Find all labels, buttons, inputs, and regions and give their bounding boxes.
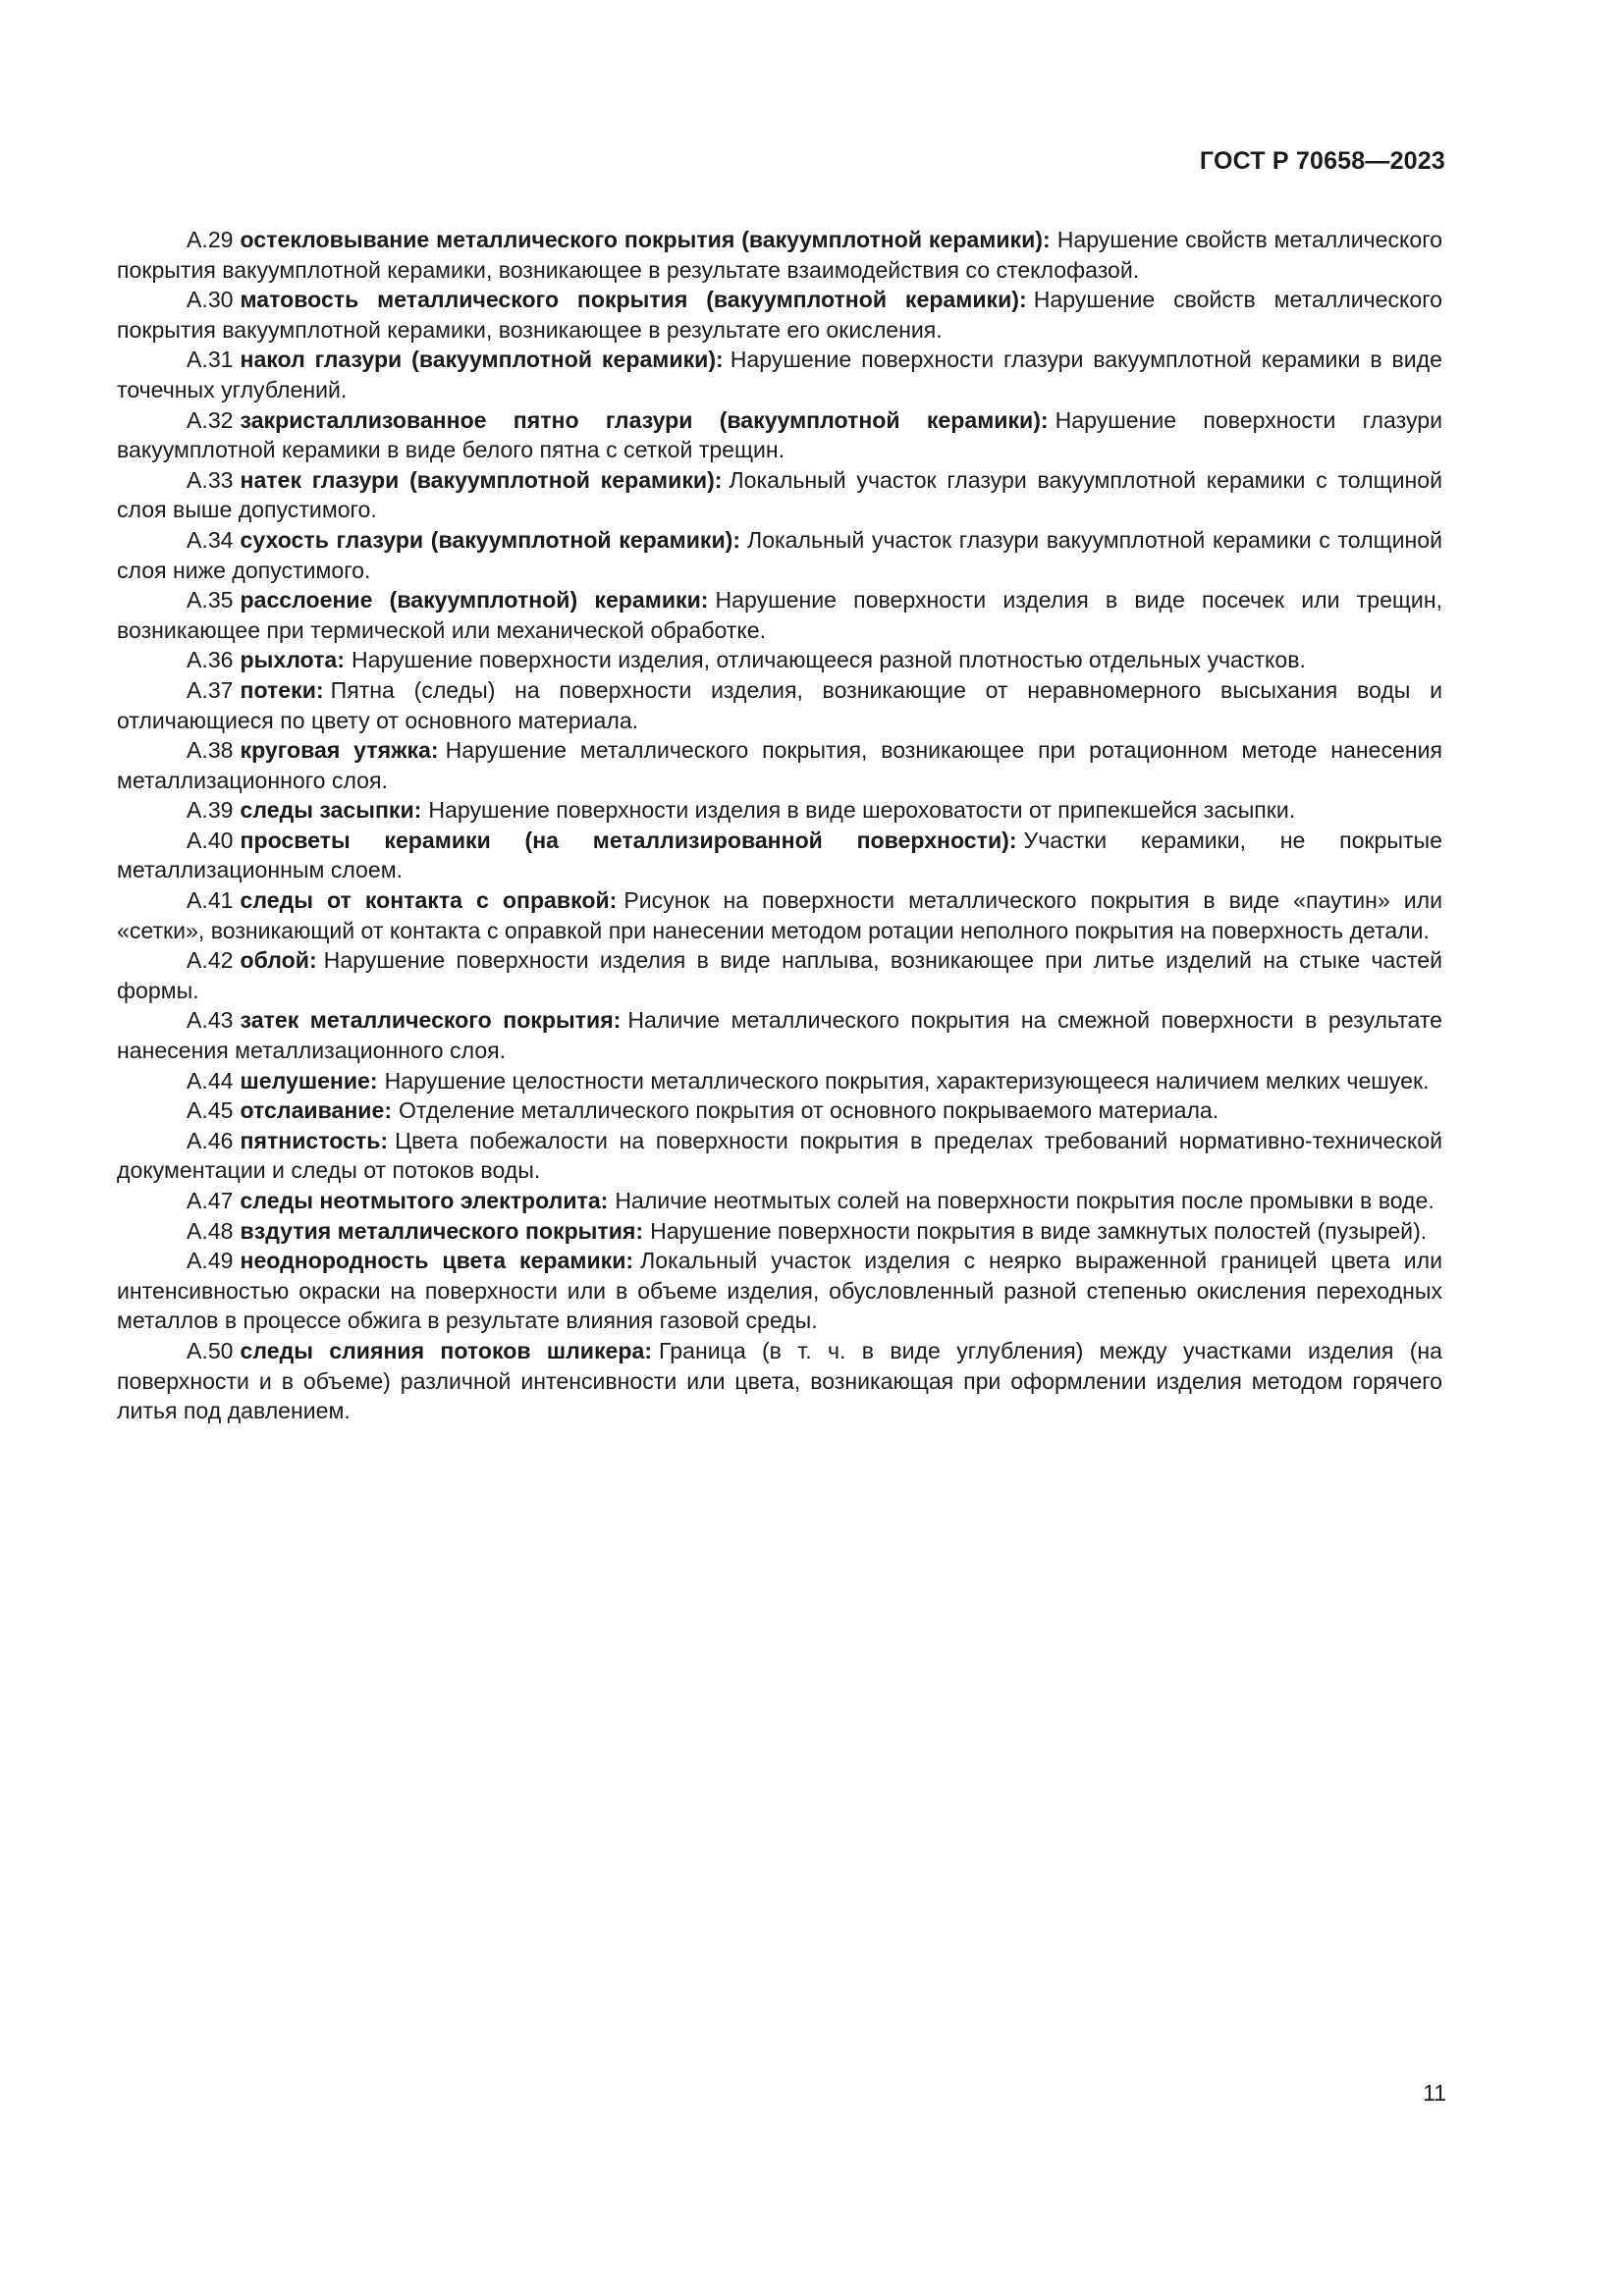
entry-definition: Нарушение поверхности глазури вакуумплотной керамики в виде белого пятна с сеткой трещин.	[117, 406, 1442, 463]
entry-number: А.44	[187, 1067, 234, 1094]
entry-definition: Локальный участок глазури вакуумплотной керамики с толщиной слоя выше допустимого.	[117, 466, 1442, 523]
entry-term: матовость металлического покрытия (вакуумплотной керамики):	[240, 287, 1027, 313]
definition-entry	[117, 885, 1442, 945]
entry-definition: Нарушение поверхности изделия, отличающееся разной плотностью отдельных участков.	[351, 647, 1306, 673]
entry-definition: Нарушение металлического покрытия, возникающее при ротационном методе нанесения металлизационного слоя.	[117, 737, 1442, 793]
entry-term: сухость глазури (вакуумплотной керамики):	[240, 526, 741, 553]
entry-term: облой:	[240, 947, 317, 974]
definition-entry	[117, 795, 1442, 826]
entry-term: расслоение (вакуумплотной) керамики:	[240, 587, 709, 614]
entry-definition: Граница (в т. ч. в виде углубления) между участками изделия (на поверхности и в объеме) различной интенсивности или цвета, возникающая при оформлении изделия методом горячего литья под давлением.	[117, 1337, 1443, 1424]
entry-number: А.42	[187, 947, 234, 974]
entry-term: остекловывание металлического покрытия (вакуумплотной керамики):	[240, 227, 1051, 252]
entry-definition: Отделение металлического покрытия от основного покрываемого материала.	[399, 1097, 1219, 1124]
entry-number: А.30	[187, 287, 234, 313]
definition-entry	[117, 405, 1442, 465]
entry-term: затек металлического покрытия:	[240, 1007, 622, 1034]
entry-number: А.49	[187, 1248, 234, 1274]
definition-entry	[117, 225, 1442, 285]
entry-number: А.48	[187, 1217, 234, 1244]
entry-number: А.50	[187, 1337, 234, 1363]
entry-term: круговая утяжка:	[240, 737, 439, 764]
entry-number: А.37	[187, 676, 234, 703]
entry-number: А.35	[187, 587, 234, 614]
entry-definition: Нарушение поверхности изделия в виде наплыва, возникающее при литье изделий на стыке частей формы.	[117, 947, 1442, 1003]
definition-entry	[117, 1066, 1442, 1096]
entry-term: пятнистость:	[240, 1127, 389, 1153]
entry-term: натек глазури (вакуумплотной керамики):	[240, 466, 723, 493]
entry-term: следы от контакта с оправкой:	[240, 887, 618, 914]
definition-entry	[117, 345, 1442, 404]
entry-definition: Рисунок на поверхности металлического покрытия в виде «паутин» или «сетки», возникающий от контакта с оправкой при нанесении методом ротации неполного покрытия на поверхность детали.	[117, 887, 1442, 943]
entry-number: А.39	[187, 797, 234, 824]
definition-entry	[117, 285, 1442, 345]
entry-term: вздутия металлического покрытия:	[240, 1217, 644, 1244]
entry-number: А.45	[187, 1097, 234, 1124]
entry-definition: Нарушение поверхности изделия в виде шероховатости от припекшейся засыпки.	[428, 797, 1296, 824]
definition-entry	[117, 645, 1442, 675]
entry-definition: Нарушение поверхности покрытия в виде замкнутых полостей (пузырей).	[650, 1217, 1428, 1244]
entry-number: А.46	[187, 1127, 234, 1153]
entry-definition: Наличие металлического покрытия на смежной поверхности в результате нанесения металлизационного слоя.	[117, 1007, 1442, 1064]
definition-entry	[117, 675, 1442, 735]
entry-number: А.36	[187, 647, 234, 673]
entry-term: потеки:	[240, 676, 324, 703]
definitions-list	[117, 225, 1442, 1426]
entry-term: отслаивание:	[240, 1097, 393, 1124]
entry-number: А.41	[187, 887, 234, 914]
entry-definition: Наличие неотмытых солей на поверхности покрытия после промывки в воде.	[615, 1188, 1435, 1213]
entry-term: просветы керамики (на металлизированной поверхности):	[240, 827, 1017, 853]
entry-term: рыхлота:	[240, 647, 345, 673]
entry-number: А.34	[187, 526, 234, 553]
definition-entry	[117, 1216, 1442, 1247]
entry-term: следы засыпки:	[240, 797, 422, 824]
entry-term: неоднородность цвета керамики:	[240, 1248, 634, 1274]
definition-entry	[117, 945, 1442, 1005]
entry-definition: Пятна (следы) на поверхности изделия, возникающие от неравномерного высыхания воды и отличающиеся по цвету от основного материала.	[117, 676, 1442, 733]
definition-entry	[117, 585, 1442, 645]
definition-entry	[117, 735, 1442, 795]
definition-entry	[117, 1186, 1442, 1216]
entry-number: А.43	[187, 1007, 234, 1034]
entry-definition: Локальный участок глазури вакуумплотной керамики с толщиной слоя ниже допустимого.	[117, 526, 1442, 583]
entry-definition: Нарушение свойств металлического покрытия вакуумплотной керамики, возникающее в результате его окисления.	[117, 287, 1442, 343]
entry-definition: Нарушение поверхности глазури вакуумплотной керамики в виде точечных углублений.	[117, 347, 1442, 402]
entry-number: А.40	[187, 827, 234, 853]
entry-term: следы слияния потоков шликера:	[240, 1337, 653, 1363]
definition-entry	[117, 1126, 1442, 1186]
entry-number: А.38	[187, 737, 234, 764]
entry-definition: Нарушение целостности металлического покрытия, характеризующееся наличием мелких чешуек.	[384, 1067, 1430, 1094]
entry-number: А.33	[187, 466, 234, 493]
entry-number: А.31	[187, 347, 234, 373]
entry-definition: Нарушение поверхности изделия в виде посечек или трещин, возникающее при термической или механической обработке.	[117, 587, 1442, 643]
entry-term: закристаллизованное пятно глазури (вакуумплотной керамики):	[240, 406, 1049, 433]
entry-number: А.47	[187, 1188, 234, 1213]
definition-entry	[117, 1246, 1442, 1336]
entry-definition: Участки керамики, не покрытые металлизационным слоем.	[117, 827, 1442, 883]
page-number: 11	[1423, 2080, 1446, 2106]
definition-entry	[117, 525, 1442, 585]
document-code: ГОСТ Р 70658—2023	[1199, 147, 1445, 175]
entry-term: накол глазури (вакуумплотной керамики):	[240, 347, 724, 373]
definition-entry	[117, 465, 1442, 525]
definition-entry	[117, 1336, 1442, 1426]
entry-definition: Нарушение свойств металлического покрытия вакуумплотной керамики, возникающее в результате взаимодействия со стеклофазой.	[117, 227, 1442, 283]
entry-number: А.32	[187, 406, 234, 433]
entry-term: шелушение:	[240, 1067, 378, 1094]
entry-definition: Цвета побежалости на поверхности покрытия в пределах требований нормативно-технической документации и следы от потоков воды.	[117, 1127, 1442, 1184]
entry-term: следы неотмытого электролита:	[240, 1188, 609, 1213]
definition-entry	[117, 826, 1442, 885]
definition-entry	[117, 1095, 1442, 1126]
entry-definition: Локальный участок изделия с неярко выраженной границей цвета или интенсивностью окраски на поверхности или в объеме изделия, обусловленный разной степенью окисления переходных металлов в процессе обжига в результате влияния газовой среды.	[117, 1248, 1442, 1334]
definition-entry	[117, 1005, 1442, 1065]
entry-number: А.29	[187, 227, 234, 252]
